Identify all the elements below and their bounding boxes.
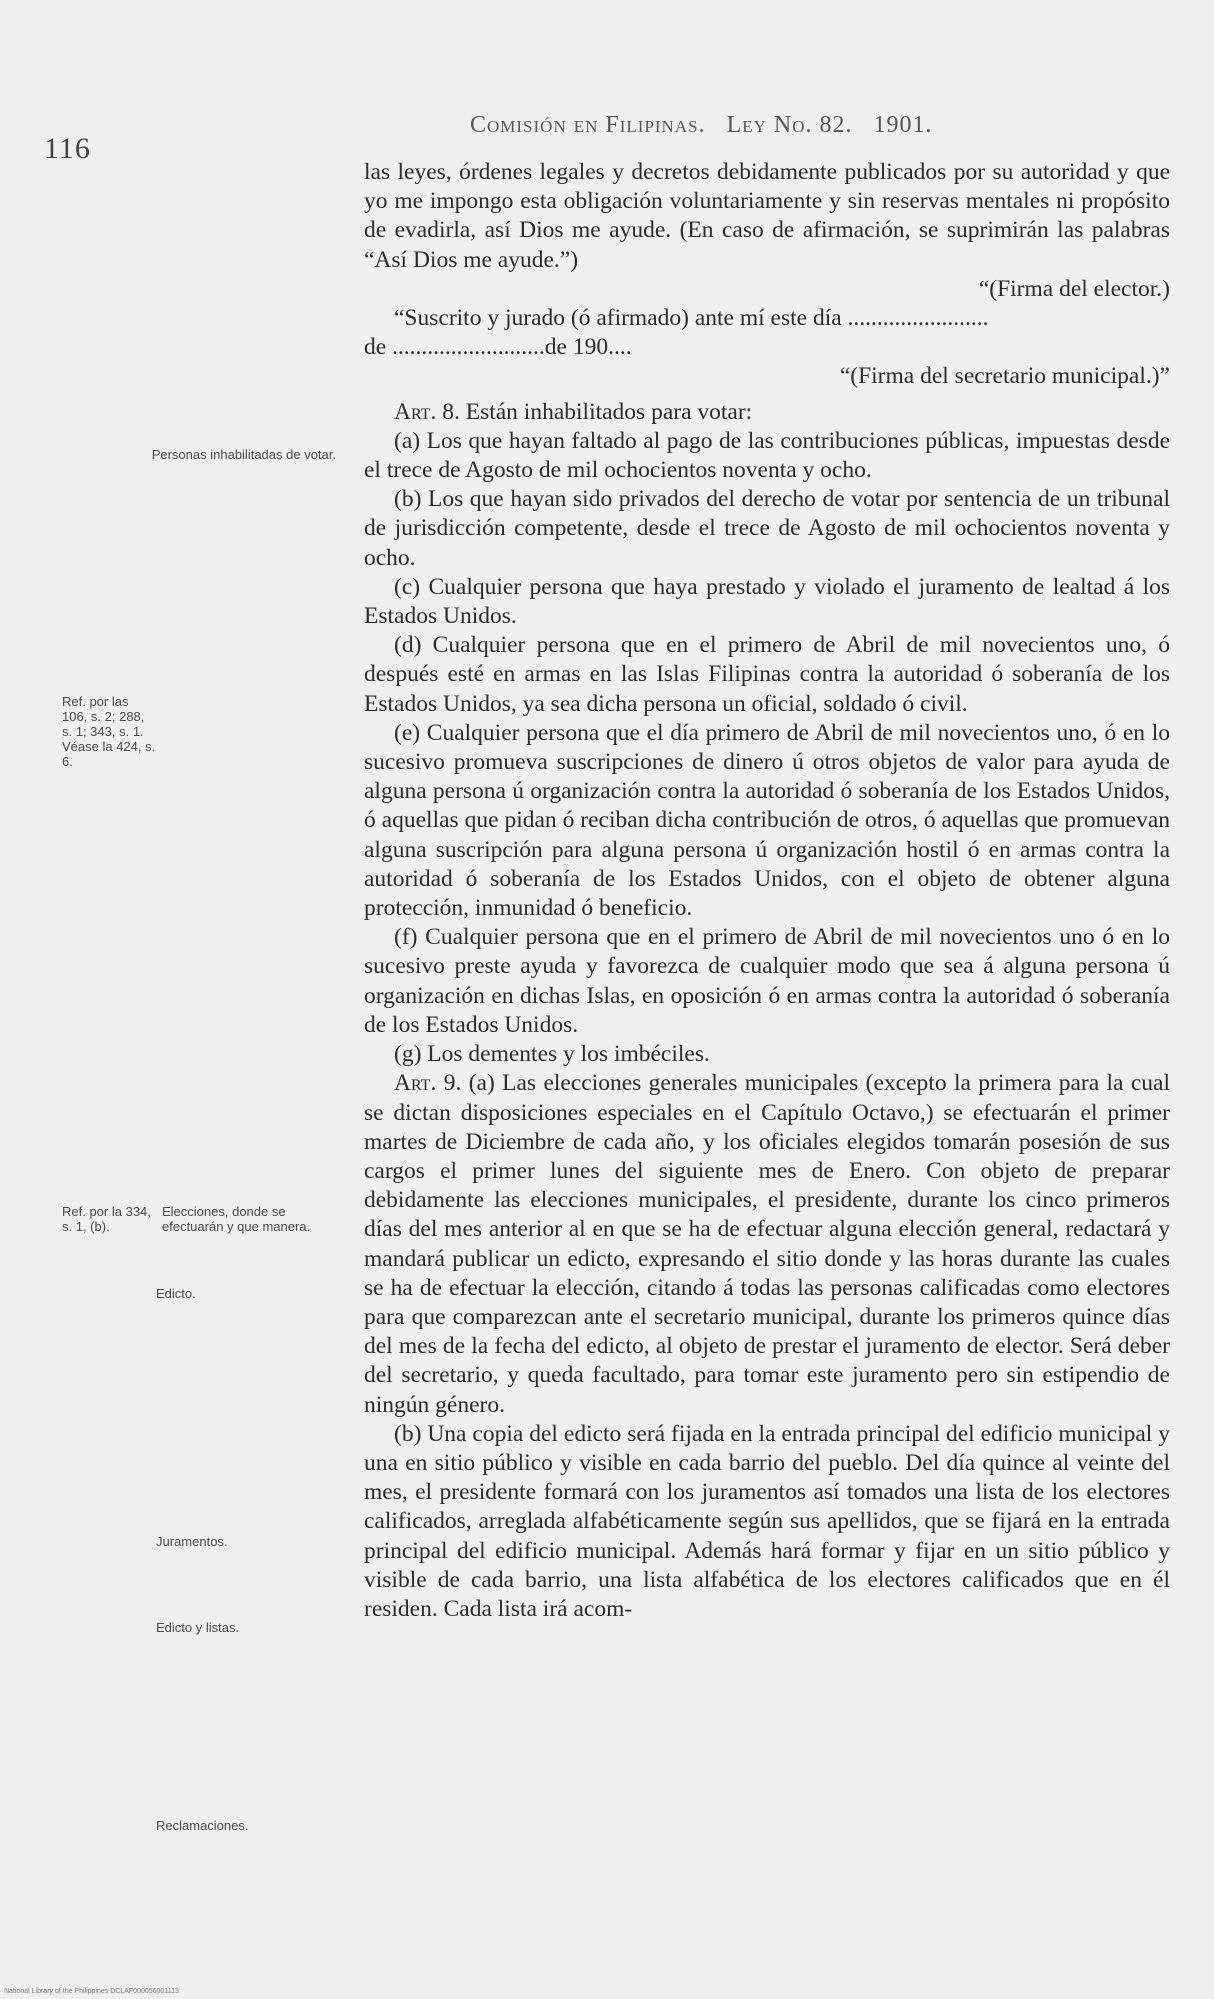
art9-a-text: (a) Las elecciones generales municipales (excepto la primera para la cual se dictan disposiciones especiales en el Capítulo Octavo,) se efectuarán el primer martes de Diciembre de cada año, y los oficiales elegidos tomarán posesión de sus cargos el primer lunes del siguiente mes de Enero. Con objeto de preparar debidamente las elecciones municipales, el presidente, durante los cinco primeros días del mes anterior al en que se ha de efectuar alguna elección general, redactará y mandará publicar un edicto, expresando el sitio donde y las horas durante las cuales se ha de efectuar la elección, citando á todas las personas calificadas como electores para que comparezcan ante el secretario municipal, durante los primeros quince días del mes de la fecha del edicto, al objeto de prestar el juramento de elector. Será deber del secretario, y queda facultado, para tomar este juramento pero sin estipendio de ningún género. (364, 1070, 1170, 1418)
sworn-line-1: “Suscrito y jurado (ó afirmado) ante mí este día ........................ (394, 305, 989, 332)
oath-paragraph: las leyes, órdenes legales y decretos debidamente publicados por su autoridad y que yo me impongo esta obligación voluntariamente y sin reservas mentales ni propósito de evadirla, así Dios me ayude. (En caso de afirmación, se suprimirán las palabras “Así Dios me ayude.”) (364, 159, 1170, 273)
main-text (364, 158, 1170, 1624)
art9-label: Art. 9. (394, 1070, 462, 1097)
margin-note-elecciones: Elecciones, donde se efectuarán y que manera. (162, 1204, 311, 1234)
running-head-year: 1901. (873, 112, 933, 138)
art8-item-b: (b) Los que hayan sido privados del derecho de votar por sentencia de un tribunal de jurisdicción competente, desde el trece de Agosto de mil ochocientos noventa y ocho. (364, 486, 1170, 571)
art8-item-e: (e) Cualquier persona que el día primero de Abril de mil novecientos uno, ó en lo sucesivo promueva suscripciones de dinero ú otros objetos de valor para ayuda de alguna persona ú organización contra la autoridad ó soberanía de los Estados Unidos, ó aquellas que pidan ó reciban dicha contribución de otros, ó aquellas que promuevan alguna suscripción para alguna persona ú organización hostil ó en armas contra la autoridad ó soberanía de los Estados Unidos, con el objeto de obtener alguna protección, inmunidad ó beneficio. (364, 719, 1170, 922)
signature-elector: “(Firma del elector.) (978, 275, 1170, 302)
margin-note-edicto: Edicto. (156, 1286, 196, 1301)
margin-note-ref-1: Ref. por las 106, s. 2; 288, s. 1; 343, s. 1. Véase la 424, s. 6. (62, 694, 156, 769)
margin-note-reclamaciones: Reclamaciones. (156, 1818, 249, 1833)
margin-note-juramentos: Juramentos. (156, 1534, 228, 1549)
art8-item-d: (d) Cualquier persona que en el primero de Abril de mil novecientos uno, ó después esté en armas en las Islas Filipinas contra la autoridad ó soberanía de los Estados Unidos, ya sea dicha persona un oficial, soldado ó civil. (364, 632, 1170, 717)
running-head-title: Comisión en Filipinas. (470, 112, 706, 138)
margin-note-personas: Personas inhabilitadas de votar. (151, 447, 336, 462)
art8-item-c: (c) Cualquier persona que haya prestado y violado el juramento de lealtad á los Estados Unidos. (364, 573, 1170, 630)
margin-note-edicto-listas: Edicto y listas. (156, 1620, 240, 1635)
art8-label: Art. 8. (394, 398, 460, 425)
running-head-law: Ley No. 82. (726, 112, 853, 138)
signature-secretary: “(Firma del secretario municipal.)” (839, 363, 1170, 390)
art8-heading (364, 398, 1170, 427)
art8-item-g: (g) Los dementes y los imbéciles. (394, 1041, 710, 1068)
art8-item-a: (a) Los que hayan faltado al pago de las contribuciones públicas, impuestas desde el trece de Agosto de mil ochocientos noventa y ocho. (364, 427, 1170, 484)
art8-item-f: (f) Cualquier persona que en el primero de Abril de mil novecientos uno ó en lo sucesivo preste ayuda y favorezca de cualquier modo que sea á alguna persona ú organización en dichas Islas, en oposición ó en armas contra la autoridad ó soberanía de los Estados Unidos. (364, 924, 1170, 1038)
footer-credit: National Library of the Philippines DCLAF000056001113 (4, 1988, 179, 1995)
sworn-line-2: de ..........................de 190.... (364, 334, 632, 361)
art9-item-a (364, 1069, 1170, 1419)
page-number: 116 (44, 132, 91, 165)
running-head (470, 112, 947, 139)
art8-text: Están inhabilitados para votar: (459, 398, 753, 425)
margin-note-ref-2: Ref. por la 334, s. 1, (b). (62, 1204, 151, 1234)
art9-item-b: (b) Una copia del edicto será fijada en la entrada principal del edificio municipal y una en sitio público y visible en cada barrio del pueblo. Del día quince al veinte del mes, el presidente formará con los juramentos así tomados una lista de los electores calificados, arreglada alfabéticamente según sus apellidos, que se fijará en la entrada principal del edificio municipal. Además hará formar y fijar en un sitio público y visible de cada barrio, una lista alfabética de los electores calificados que en él residen. Cada lista irá acom- (364, 1420, 1170, 1622)
